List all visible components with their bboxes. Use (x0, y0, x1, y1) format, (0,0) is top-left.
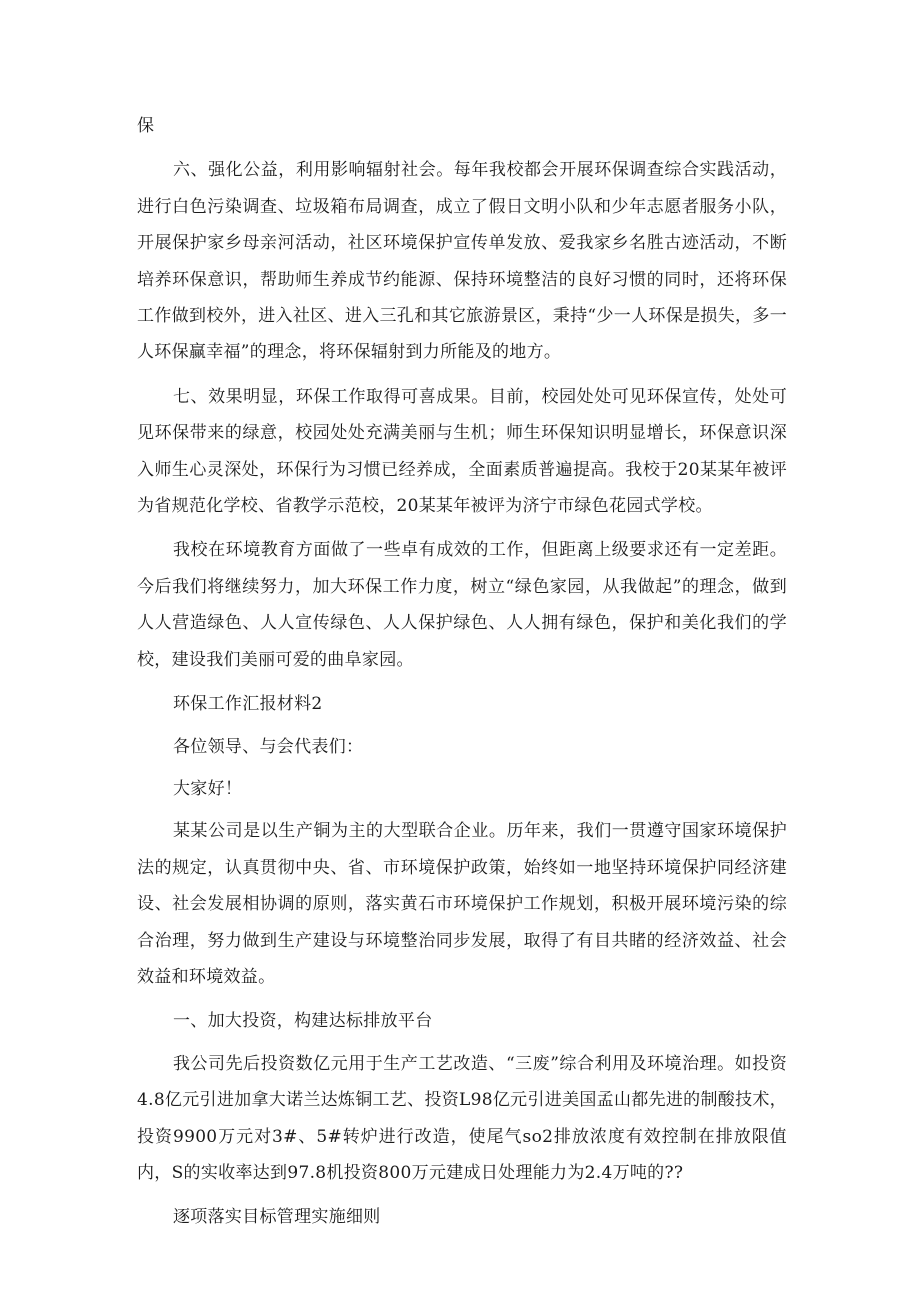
salutation: 各位领导、与会代表们： (173, 736, 364, 757)
section-heading-targets: 逐项落实目标管理实施细则 (173, 1207, 381, 1228)
paragraph-section-six: 六、强化公益，利用影响辐射社会。每年我校都会开展环保调查综合实践活动，进行白色污染调查、垃圾箱布局调查，成立了假日文明小队和少年志愿者服务小队，开展保护家乡母亲河活动，社区环境保护宣传单发放、爱我家乡名胜古迹活动，不断培养环保意识，帮助师生养成节约能源、保持环境整洁的良好习惯的同时，还将环保工作做到校外，进入社区、进入三孔和其它旅游景区，秉持“少一人环保是损失，多一人环保赢幸福”的理念，将环保辐射到力所能及的地方。 (137, 160, 787, 363)
paragraph-conclusion: 我校在环境教育方面做了一些卓有成效的工作，但距离上级要求还有一定差距。今后我们将继续努力，加大环保工作力度，树立“绿色家园，从我做起”的理念，做到人人营造绿色、人人宣传绿色、人人保护绿色、人人拥有绿色，保护和美化我们的学校，建设我们美丽可爱的曲阜家园。 (137, 540, 787, 670)
section-heading-investment: 一、加大投资，构建达标排放平台 (173, 1011, 433, 1032)
greeting: 大家好！ (173, 778, 243, 799)
document-body (137, 108, 787, 1242)
report-title: 环保工作汇报材料2 (173, 694, 323, 715)
paragraph-fragment: 保 (137, 116, 155, 136)
paragraph-company-intro: 某某公司是以生产铜为主的大型联合企业。历年来，我们一贯遵守国家环境保护法的规定，认真贯彻中央、省、市环境保护政策，始终如一地坚持环境保护同经济建设、社会发展相协调的原则，落实黄石市环境保护工作规划，积极开展环境污染的综合治理，努力做到生产建设与环境整治同步发展，取得了有目共睹的经济效益、社会效益和环境效益。 (137, 821, 787, 987)
paragraph-section-seven: 七、效果明显，环保工作取得可喜成果。目前，校园处处可见环保宣传，处处可见环保带来的绿意，校园处处充满美丽与生机；师生环保知识明显增长，环保意识深入师生心灵深处，环保行为习惯已经养成，全面素质普遍提高。我校于20某某年被评为省规范化学校、省教学示范校，20某某年被评为济宁市绿色花园式学校。 (137, 386, 787, 517)
paragraph-investment: 我公司先后投资数亿元用于生产工艺改造、“三废”综合利用及环境治理。如投资4.8亿元引进加拿大诺兰达炼铜工艺、投资L98亿元引进美国孟山都先进的制酸技术，投资9900万元对3#、5#转炉进行改造，使尾气so2排放浓度有效控制在排放限值内，S的实收率达到97.8机投资800万元建成日处理能力为2.4万吨的?? (137, 1053, 787, 1183)
